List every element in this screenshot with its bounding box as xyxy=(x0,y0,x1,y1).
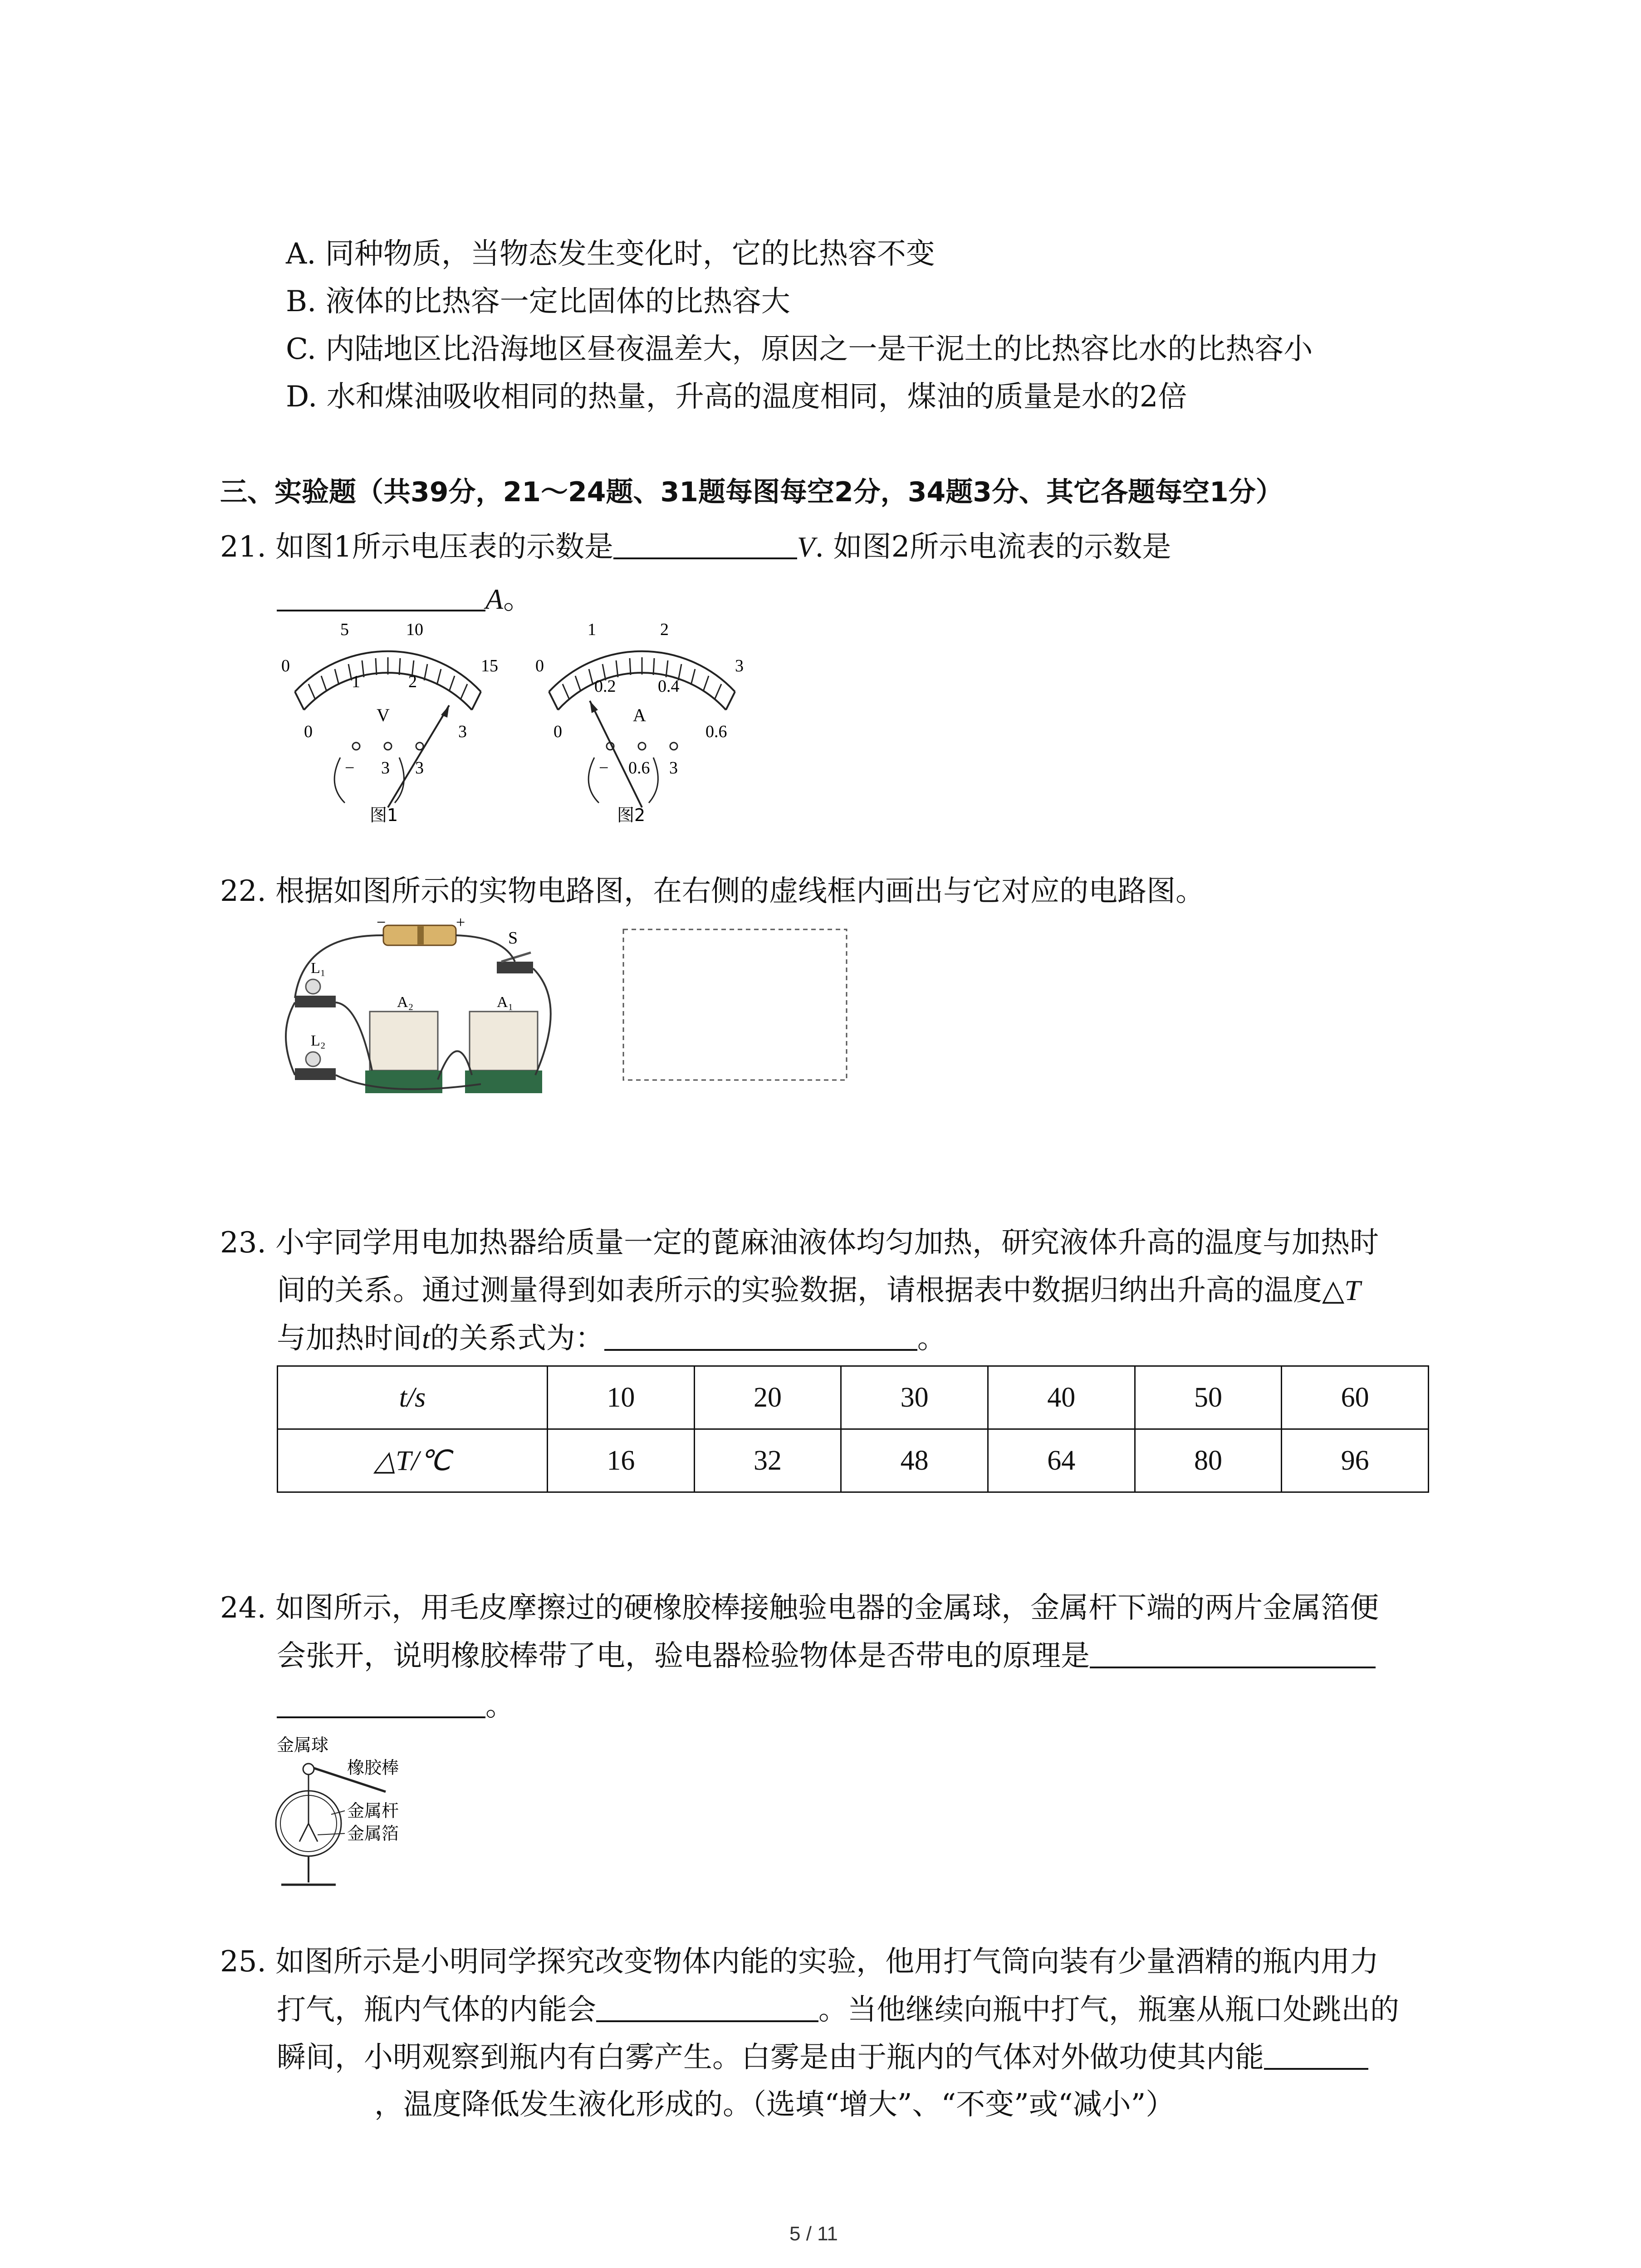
section-3-heading: 三、实验题（共39分，21～24题、31题每图每空2分，34题3分、其它各题每空1分） xyxy=(220,476,1283,508)
page-number: 5 / 11 xyxy=(789,2223,838,2245)
q25-text-2b: 。当他继续向瓶中打气，瓶塞从瓶口处跳出的 xyxy=(818,1993,1399,2027)
a-terminal-neg: − xyxy=(599,758,609,777)
q22-text: 22. 根据如图所示的实物电路图，在右侧的虚线框内画出与它对应的电路图。 xyxy=(220,875,1205,908)
a-upper-tick-1: 1 xyxy=(588,620,596,639)
table-row xyxy=(278,1366,1429,1429)
switch-label: S xyxy=(508,929,518,948)
q22-circuit-photo xyxy=(268,912,576,1102)
q24-line-3 xyxy=(277,1687,514,1724)
q21-voltage-blank[interactable] xyxy=(613,528,797,559)
v-terminal-neg: − xyxy=(345,758,355,777)
q21-text-a: 21. 如图1所示电压表的示数是 xyxy=(220,530,613,564)
q21-text-b: . 如图2所示电流表的示数是 xyxy=(814,530,1171,564)
q25-line-1: 25. 如图所示是小明同学探究改变物体内能的实验，他用打气筒向装有少量酒精的瓶内用力 xyxy=(220,1945,1379,1979)
lamp1-label: L₁ xyxy=(311,960,326,977)
ammeter1-label: A₁ xyxy=(497,994,514,1011)
q23-text-3b: 的关系式为： xyxy=(430,1322,604,1355)
table-cell: 64 xyxy=(988,1429,1135,1492)
q24-answer-blank-b[interactable] xyxy=(277,1687,485,1718)
v-terminal-3a: 3 xyxy=(381,758,390,777)
v-terminal-3b: 3 xyxy=(415,758,424,777)
q20-option-a: A. 同种物质，当物态发生变化时，它的比热容不变 xyxy=(286,237,935,271)
label-metal-foil: 金属箔 xyxy=(347,1823,399,1843)
q21-text-end: 。 xyxy=(503,582,533,616)
q24-line-1: 24. 如图所示，用毛皮摩擦过的硬橡胶棒接触验电器的金属球，金属杆下端的两片金属箔便 xyxy=(220,1591,1379,1625)
lamp2-label: L₂ xyxy=(311,1032,326,1049)
table-cell: 10 xyxy=(548,1366,695,1429)
v-lower-tick-3: 3 xyxy=(458,722,467,741)
electroscope-figure xyxy=(272,1733,463,1914)
q23-symbol-t: t xyxy=(422,1322,430,1354)
battery-plus-label: + xyxy=(456,913,465,931)
v-lower-tick-2: 2 xyxy=(408,672,417,691)
label-rubber-rod: 橡胶棒 xyxy=(347,1758,399,1778)
fig1-caption: 图1 xyxy=(370,805,398,825)
q23-text-end: 。 xyxy=(917,1322,946,1355)
q21-current-blank[interactable] xyxy=(277,581,485,611)
q23-line-2 xyxy=(277,1272,1361,1309)
q20-option-c: C. 内陆地区比沿海地区昼夜温差大，原因之一是干泥土的比热容比水的比热容小 xyxy=(286,332,1313,366)
voltmeter-figure xyxy=(268,612,522,826)
q23-line-1: 23. 小宇同学用电加热器给质量一定的蓖麻油液体均匀加热，研究液体升高的温度与加热时 xyxy=(220,1226,1379,1260)
v-upper-tick-15: 15 xyxy=(481,656,498,675)
a-upper-tick-3: 3 xyxy=(735,656,744,675)
a-lower-tick-04: 0.4 xyxy=(658,677,680,696)
q25-line-3 xyxy=(277,2039,1368,2076)
q25-answer-blank-a[interactable] xyxy=(596,1991,818,2022)
a-lower-tick-0: 0 xyxy=(554,722,562,741)
v-meter-letter: V xyxy=(377,705,390,725)
q25-answer-blank-b[interactable] xyxy=(1264,2039,1368,2070)
q23-data-table xyxy=(277,1365,1429,1493)
a-upper-tick-0: 0 xyxy=(535,656,544,675)
q24-line-2 xyxy=(277,1637,1376,1674)
q23-answer-blank[interactable] xyxy=(604,1320,917,1351)
table-cell: 60 xyxy=(1282,1366,1429,1429)
q23-symbol-T: T xyxy=(1344,1274,1361,1306)
ammeter2-label: A₂ xyxy=(397,994,414,1011)
q25-text-3: 瞬间，小明观察到瓶内有白雾产生。白雾是由于瓶内的气体对外做功使其内能 xyxy=(277,2041,1264,2074)
q20-option-d: D. 水和煤油吸收相同的热量，升高的温度相同，煤油的质量是水的2倍 xyxy=(286,380,1187,414)
q20-option-b: B. 液体的比热容一定比固体的比热容大 xyxy=(286,285,790,318)
a-terminal-06: 0.6 xyxy=(628,758,650,777)
q23-line-3 xyxy=(277,1320,946,1357)
answer-dashed-box[interactable] xyxy=(622,928,848,1082)
q23-text-3a: 与加热时间 xyxy=(277,1322,422,1355)
q23-text-2: 间的关系。通过测量得到如表所示的实验数据，请根据表中数据归纳出升高的温度△ xyxy=(277,1274,1345,1307)
v-upper-tick-10: 10 xyxy=(406,620,423,639)
a-meter-letter: A xyxy=(633,705,646,725)
q25-line-2 xyxy=(277,1991,1399,2028)
a-upper-tick-2: 2 xyxy=(660,620,669,639)
q24-answer-blank-a[interactable] xyxy=(1090,1637,1376,1668)
q25-line-4: ，温度降低发生液化形成的。（选填“增大”、“不变”或“减小”） xyxy=(374,2088,1175,2121)
v-lower-tick-1: 1 xyxy=(352,672,360,691)
q24-text-2: 会张开，说明橡胶棒带了电，验电器检验物体是否带电的原理是 xyxy=(277,1639,1090,1673)
table-header-temp: △T/℃ xyxy=(278,1429,548,1492)
label-metal-stem: 金属杆 xyxy=(347,1801,399,1821)
table-row xyxy=(278,1429,1429,1492)
label-metal-ball: 金属球 xyxy=(277,1735,329,1755)
ammeter-figure xyxy=(522,612,776,826)
q24-text-end: 。 xyxy=(485,1689,514,1723)
table-cell: 48 xyxy=(841,1429,988,1492)
q21-line-2 xyxy=(277,581,532,617)
battery-minus-label: − xyxy=(377,913,386,931)
q21-unit-a: A xyxy=(485,583,504,615)
table-cell: 80 xyxy=(1135,1429,1282,1492)
table-cell: 96 xyxy=(1282,1429,1429,1492)
a-terminal-3: 3 xyxy=(669,758,678,777)
v-lower-tick-0: 0 xyxy=(304,722,313,741)
q25-text-2a: 打气，瓶内气体的内能会 xyxy=(277,1993,596,2027)
table-cell: 20 xyxy=(694,1366,841,1429)
table-cell: 40 xyxy=(988,1366,1135,1429)
a-lower-tick-06: 0.6 xyxy=(705,722,727,741)
v-upper-tick-5: 5 xyxy=(340,620,349,639)
q21-line-1 xyxy=(220,528,1171,565)
q21-unit-v: V xyxy=(797,531,815,563)
table-header-time: t/s xyxy=(278,1366,548,1429)
v-upper-tick-0: 0 xyxy=(281,656,290,675)
table-cell: 32 xyxy=(694,1429,841,1492)
a-lower-tick-02: 0.2 xyxy=(594,677,616,696)
fig2-caption: 图2 xyxy=(617,805,646,825)
table-cell: 16 xyxy=(548,1429,695,1492)
table-cell: 30 xyxy=(841,1366,988,1429)
table-cell: 50 xyxy=(1135,1366,1282,1429)
